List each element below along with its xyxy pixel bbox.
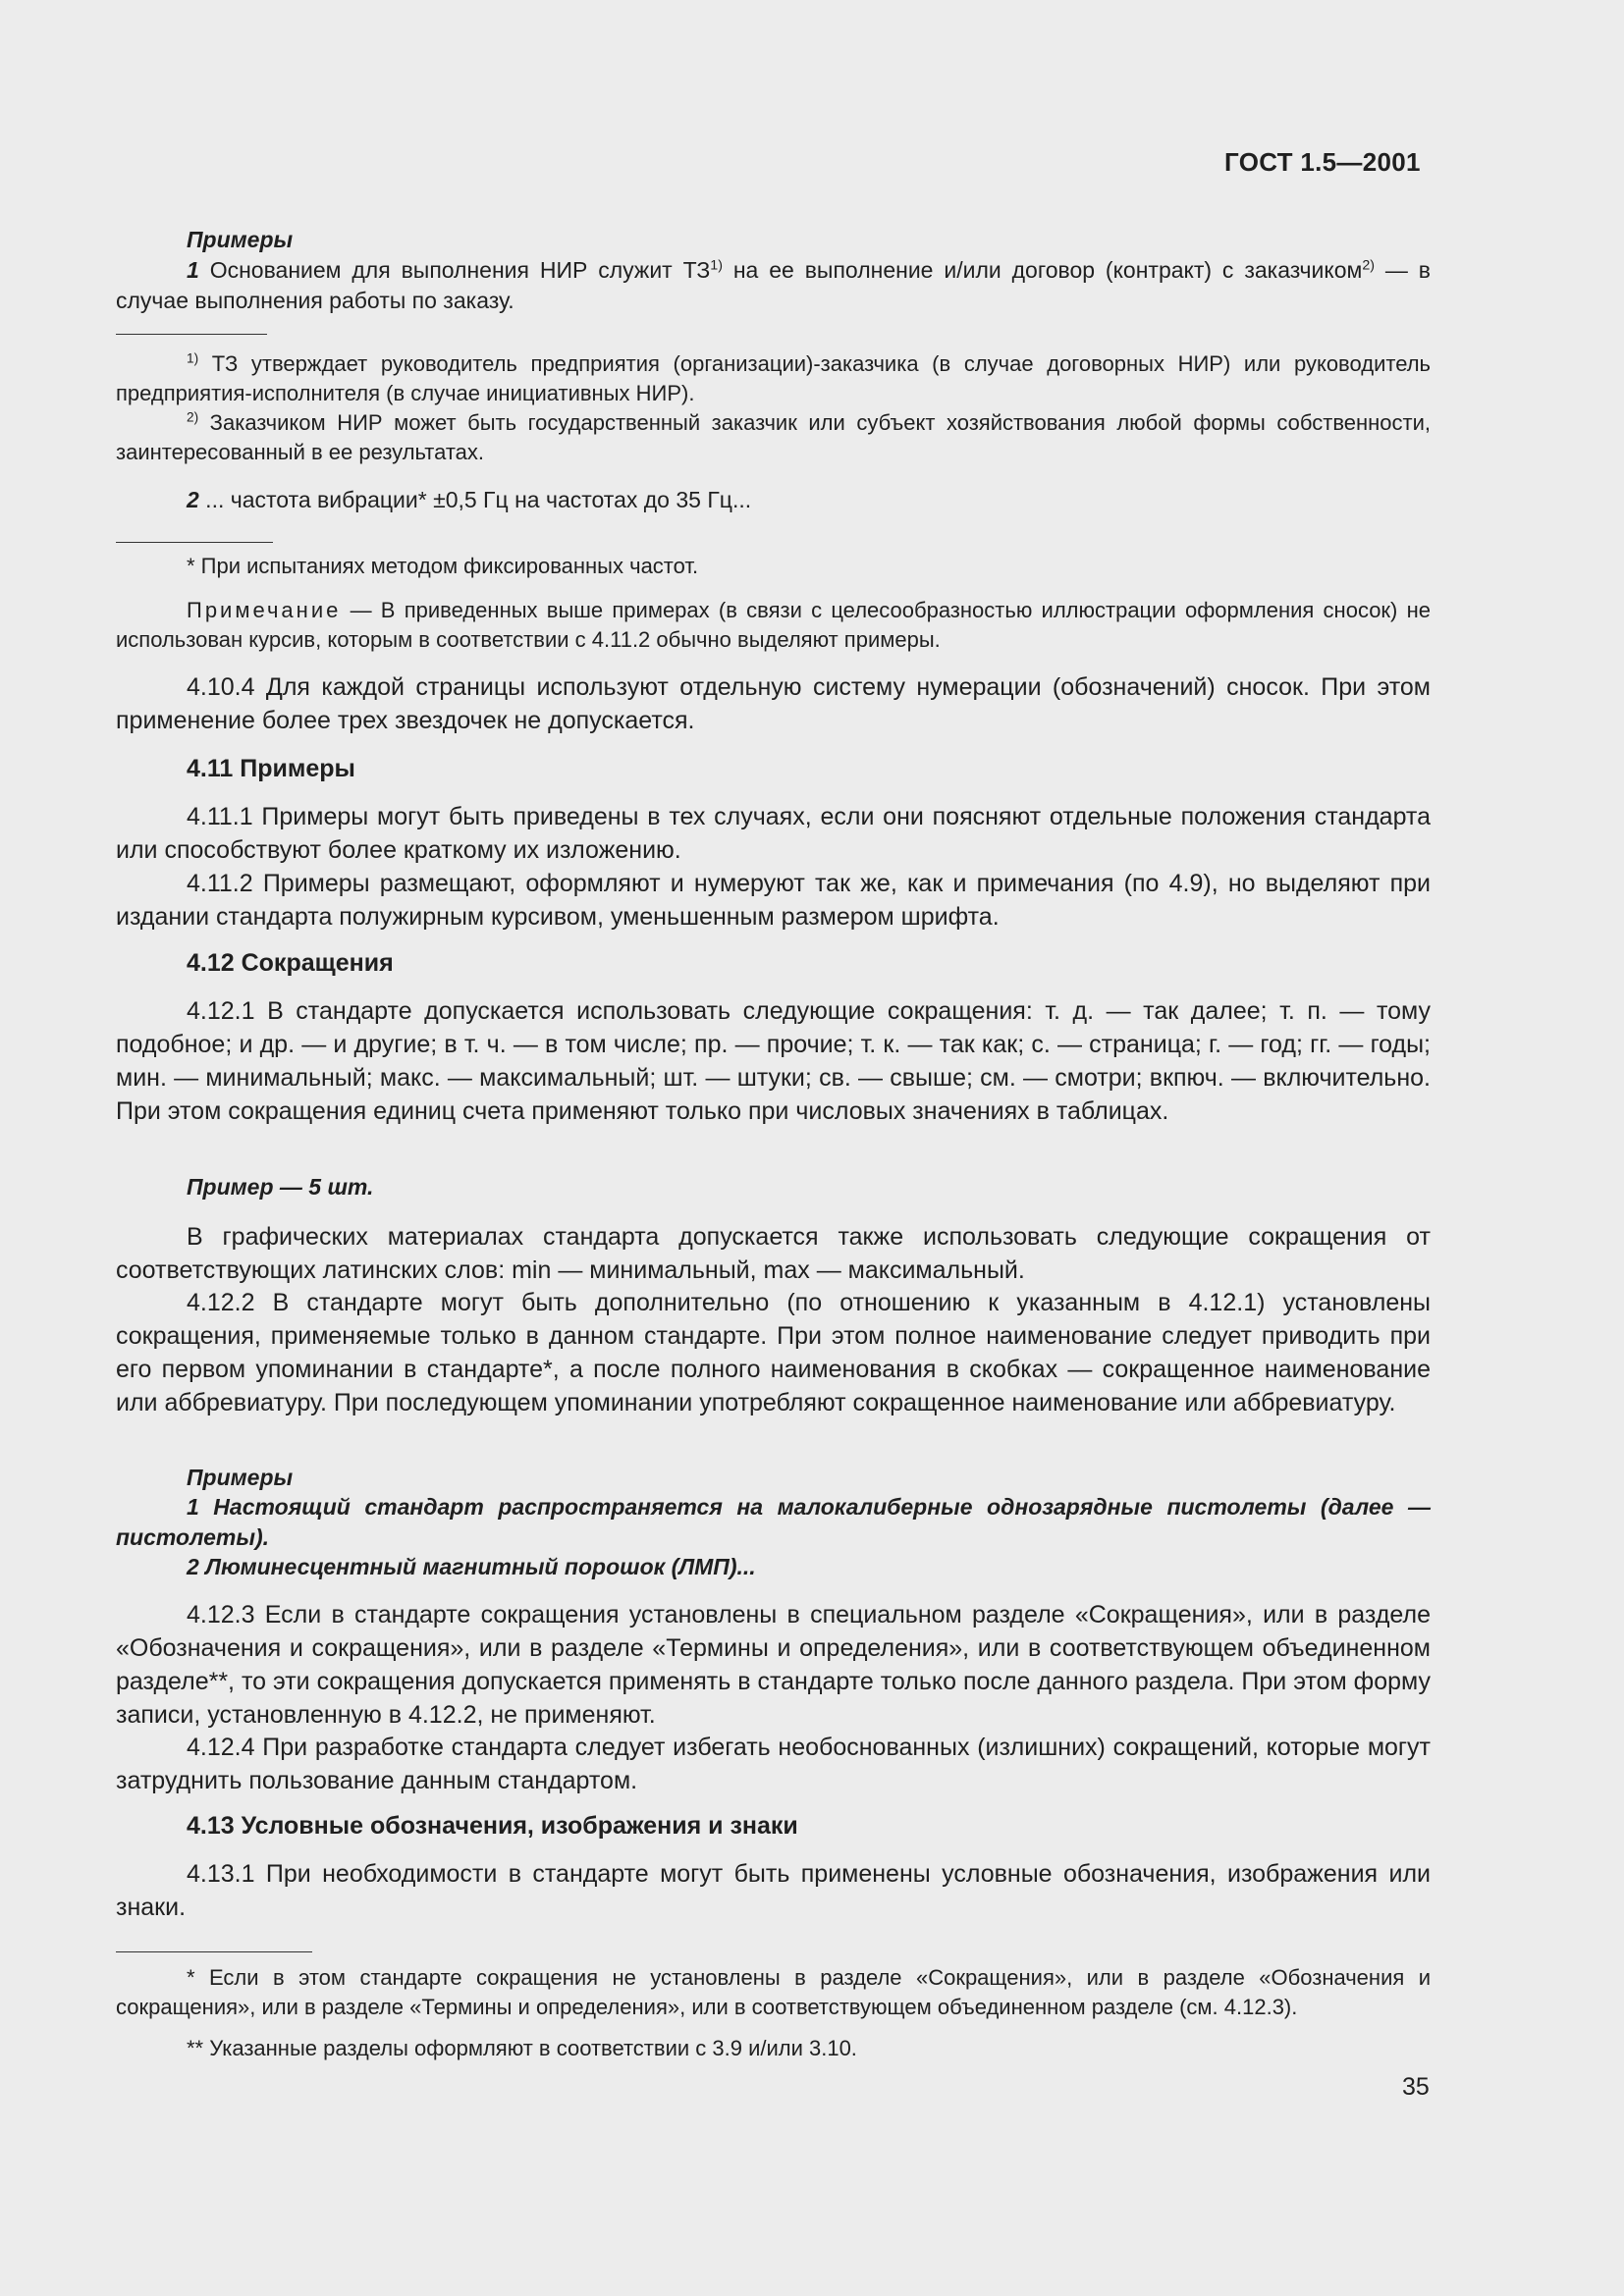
example-number: 2 (187, 487, 199, 512)
example-item-2 (116, 485, 1431, 515)
footnote-mark: 2) (187, 409, 199, 425)
footnote-2 (116, 408, 1431, 467)
example-text: Основанием для выполнения НИР служит ТЗ (198, 257, 711, 283)
footnote-double-star: ** Указанные разделы оформляют в соответствии с 3.9 и/или 3.10. (187, 2036, 857, 2060)
footnote-mark: 1) (187, 350, 199, 366)
note-label: Примечание (187, 598, 342, 622)
footnote-ref-1: 1) (710, 257, 723, 274)
paragraph-4-12-3: 4.12.3 Если в стандарте сокращения установлены в специальном разделе «Сокращения», или в разделе «Обозначения и сокращения», или в разделе «Термины и определения», или в соответствующем объединенном разделе**, то эти сокращения допускается применять в стандарте только после данного раздела. При этом форму записи, установленную в 4.12.2, не применяют. (116, 1601, 1431, 1729)
page-number: 35 (1402, 2073, 1430, 2101)
note-text: — В приведенных выше примерах (в связи с целесообразностью иллюстрации оформления сносок) не использован курсив, которым в соответствии с 4.11.2 обычно выделяют примеры. (116, 598, 1431, 652)
example-text: — в случае выполнения работы по заказу. (116, 257, 1431, 313)
footnote-text: Заказчиком НИР может быть государственный заказчик или субъект хозяйствования любой формы собственности, заинтересованный в ее результатах. (116, 410, 1431, 464)
note (116, 596, 1431, 655)
standard-header: ГОСТ 1.5—2001 (1224, 147, 1421, 177)
example-text: ... частота вибрации* ±0,5 Гц на частотах до 35 Гц... (198, 487, 752, 512)
paragraph-4-12-4: 4.12.4 При разработке стандарта следует избегать необоснованных (излишних) сокращений, которые могут затруднить пользование данным стандартом. (116, 1734, 1431, 1794)
paragraph-4-11-1: 4.11.1 Примеры могут быть приведены в тех случаях, если они поясняют отдельные положения стандарта или способствуют более краткому их изложению. (116, 803, 1431, 864)
footnote-ref-2: 2) (1362, 257, 1375, 274)
footnote-star-bottom: * Если в этом стандарте сокращения не установлены в разделе «Сокращения», или в разделе «Обозначения и сокращения», или в разделе «Термины и определения», или в соответствующем объединенном разделе (см. 4.12.3). (116, 1965, 1431, 2019)
paragraph-4-11-2: 4.11.2 Примеры размещают, оформляют и нумеруют так же, как и примечания (по 4.9), но выделяют при издании стандарта полужирным курсивом, уменьшенным размером шрифта. (116, 870, 1431, 931)
example-item-1 (116, 255, 1431, 316)
section-heading-4-13: 4.13 Условные обозначения, изображения и знаки (187, 1812, 798, 1840)
section-heading-4-11: 4.11 Примеры (187, 755, 355, 782)
example-item-1: 1 Настоящий стандарт распространяется на малокалиберные однозарядные пистолеты (далее — пистолеты). (116, 1494, 1431, 1550)
paragraph-4-10-4: 4.10.4 Для каждой страницы используют отдельную систему нумерации (обозначений) сносок. При этом применение более трех звездочек не допускается. (116, 673, 1431, 734)
example-number: 1 (187, 257, 199, 283)
footnote-rule (116, 542, 273, 543)
examples-heading: Примеры (187, 1465, 294, 1490)
paragraph-graphic-materials: В графических материалах стандарта допускается также использовать следующие сокращения от соответствующих латинских слов: min — минимальный, max — максимальный. (116, 1223, 1431, 1284)
footnote-rule (116, 1951, 312, 1952)
footnote-text: ТЗ утверждает руководитель предприятия (организации)-заказчика (в случае договорных НИР) или руководитель предприятия-исполнителя (в случае инициативных НИР). (116, 351, 1431, 405)
paragraph-4-12-1: 4.12.1 В стандарте допускается использовать следующие сокращения: т. д. — так далее; т. п. — тому подобное; и др. — и другие; в т. ч. — в том числе; пр. — прочие; т. к. — так как; с. — страница; г. — год; гг. — годы; мин. — минимальный; макс. — максимальный; шт. — штуки; св. — свыше; см. — смотри; вкпюч. — включительно. При этом сокращения единиц счета применяют только при числовых значениях в таблицах. (116, 997, 1431, 1125)
example-5-sht: Пример — 5 шт. (187, 1174, 374, 1200)
examples-heading: Примеры (187, 227, 294, 252)
footnote-star: * При испытаниях методом фиксированных частот. (187, 554, 699, 578)
paragraph-4-12-2: 4.12.2 В стандарте могут быть дополнительно (по отношению к указанным в 4.12.1) установлены сокращения, применяемые только в данном стандарте. При этом полное наименование следует приводить при его первом упоминании в стандарте*, а после полного наименования в скобках — сокращенное наименование или аббревиатуру. При последующем упоминании употребляют сокращенное наименование или аббревиатуру. (116, 1289, 1431, 1416)
footnote-1 (116, 349, 1431, 408)
section-heading-4-12: 4.12 Сокращения (187, 949, 394, 977)
paragraph-4-13-1: 4.13.1 При необходимости в стандарте могут быть применены условные обозначения, изображения или знаки. (116, 1860, 1431, 1921)
example-item-2: 2 Люминесцентный магнитный порошок (ЛМП)... (187, 1554, 756, 1579)
example-text: на ее выполнение и/или договор (контракт) с заказчиком (722, 257, 1363, 283)
footnote-rule (116, 334, 267, 335)
